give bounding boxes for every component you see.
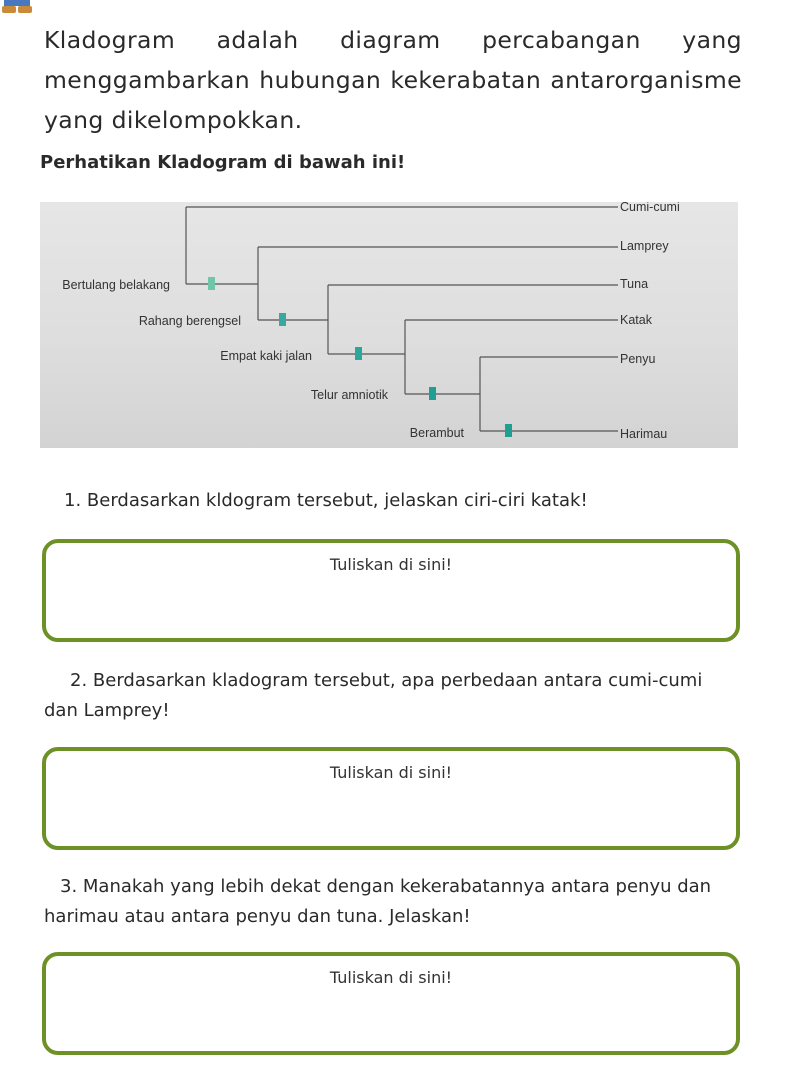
answer-box-3[interactable]: [42, 952, 740, 1055]
taxon-label-3: Tuna: [620, 277, 649, 291]
taxon-label-2: Lamprey: [620, 239, 669, 253]
answer-placeholder-3: Tuliskan di sini!: [329, 968, 453, 987]
question-3: 3. Manakah yang lebih dekat dengan kekerabatannya antara penyu dan harimau atau antara penyu dan tuna. Jelaskan!: [44, 876, 712, 927]
trait-label-3: Empat kaki jalan: [220, 349, 312, 363]
trait-marker-5: [505, 424, 512, 437]
trait-marker-2: [279, 313, 286, 326]
answer-placeholder-2: Tuliskan di sini!: [329, 763, 453, 782]
cladogram-figure: [40, 202, 738, 448]
trait-label-1: Bertulang belakang: [62, 278, 170, 292]
instruction-heading: Perhatikan Kladogram di bawah ini!: [40, 152, 406, 173]
trait-marker-4: [429, 387, 436, 400]
trait-label-2: Rahang berengsel: [138, 314, 241, 328]
taxon-label-6: Harimau: [620, 427, 668, 441]
question-1: 1. Berdasarkan kldogram tersebut, jelaskan ciri-ciri katak!: [64, 490, 588, 511]
top-decoration-icon: [0, 0, 50, 16]
trait-marker-3: [355, 347, 362, 360]
taxon-label-5: Penyu: [620, 352, 656, 366]
intro-paragraph: Kladogram adalah diagram percabangan yang menggambarkan hubungan kekerabatan antarorganisme yang dikelompokkan.: [44, 26, 742, 134]
taxon-label-1: Cumi-cumi: [620, 202, 680, 214]
answer-box-1[interactable]: [42, 539, 740, 642]
answer-box-2[interactable]: [42, 747, 740, 850]
trait-label-5: Berambut: [409, 426, 464, 440]
trait-marker-1: [208, 277, 215, 290]
cladogram-svg: [40, 202, 738, 448]
answer-placeholder-1: Tuliskan di sini!: [329, 555, 453, 574]
trait-label-4: Telur amniotik: [310, 388, 388, 402]
question-2: 2. Berdasarkan kladogram tersebut, apa perbedaan antara cumi-cumi dan Lamprey!: [44, 670, 703, 721]
taxon-label-4: Katak: [620, 313, 652, 327]
